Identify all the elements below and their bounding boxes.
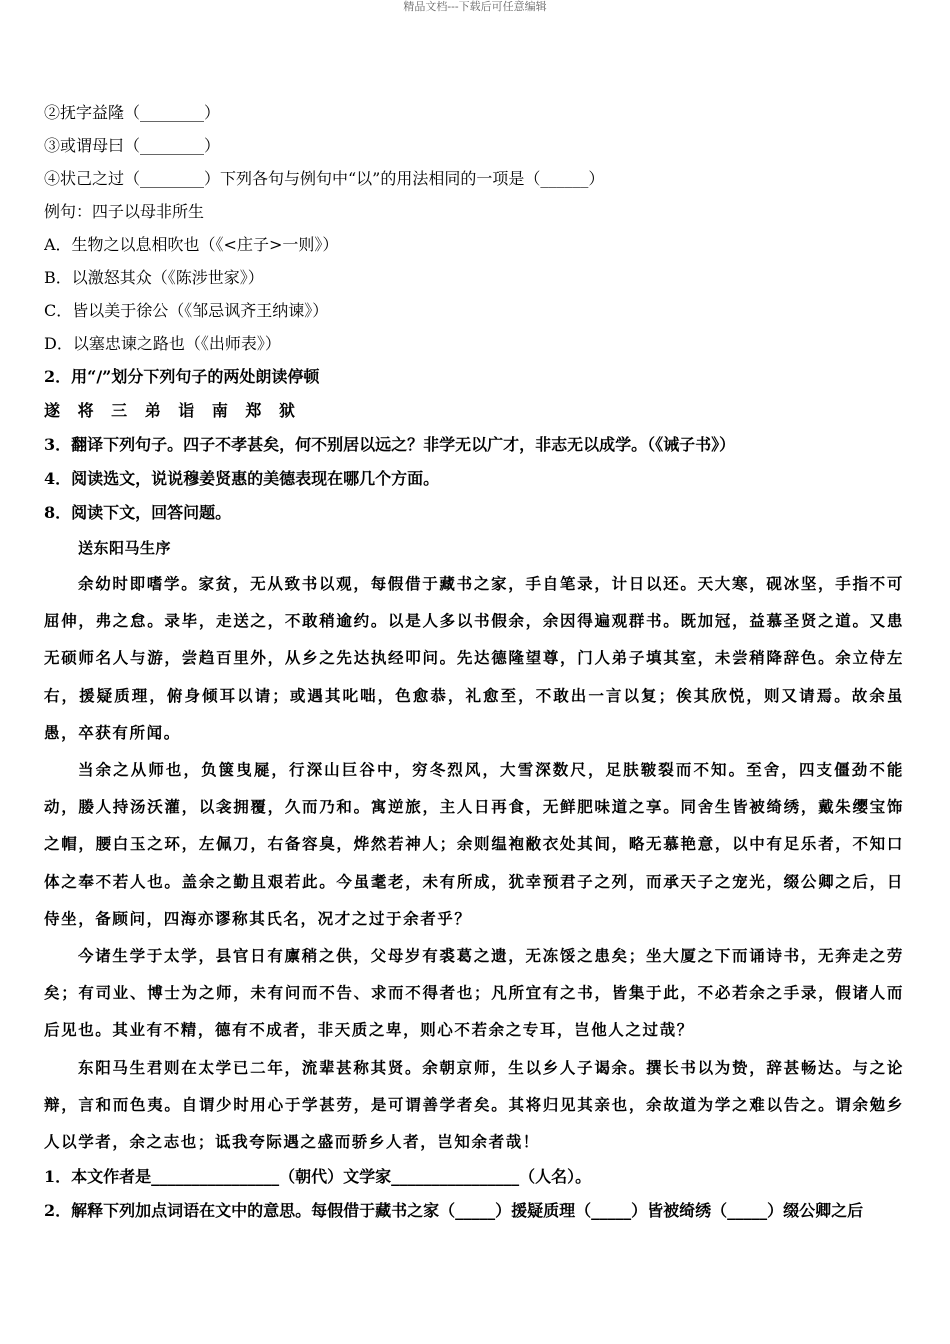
blank-item-2: ②抚字益隆（________） (44, 103, 221, 122)
page-header: 精品文档---下载后可任意编辑 (403, 0, 547, 13)
passage-paragraph-1: 余幼时即嗜学。家贫，无从致书以观，每假借于藏书之家，手自笔录，计日以还。天大寒，砚冰坚，手指不可屈伸，弗之怠。录毕，走送之，不敢稍逾约。以是人多以书假余，余因得遍观群书。既加冠，益慕圣贤之道。又患无硕师名人与游，尝趋百里外，从乡之先达执经叩问。先达德隆望尊，门人弟子填其室，未尝稍降辞色。余立侍左右，援疑质理，俯身倾耳以请；或遇其叱咄，色愈恭，礼愈至，不敢出一言以复；俟其欣悦，则又请焉。故余虽愚，卒获有所闻。 (44, 574, 904, 742)
document-body (44, 96, 904, 1228)
blank-item-3: ③或谓母曰（________） (44, 136, 221, 155)
blank-item-4: ④状己之过（________）下列各句与例句中“以”的用法相同的一项是（______） (44, 169, 605, 188)
passage-question-1: 1．本文作者是________________（朝代）文学家________________（人名）。 (44, 1167, 592, 1187)
option-c: C．皆以美于徐公（《邹忌讽齐王纳谏》） (44, 301, 329, 320)
option-a: A．生物之以息相吹也（《<庄子>一则》） (44, 235, 339, 254)
question-2: 2．用“/”划分下列句子的两处朗读停顿 (44, 367, 320, 386)
passage-paragraph-3: 今诸生学于太学，县官日有廪稍之供，父母岁有裘葛之遗，无冻馁之患矣；坐大厦之下而诵诗书，无奔走之劳矣；有司业、博士为之师，未有问而不告、求而不得者也；凡所宜有之书，皆集于此，不必若余之手录，假诸人而后见也。其业有不精，德有不成者，非天质之卑，则心不若余之专耳，岂他人之过哉？ (44, 946, 904, 1040)
option-b: B．以激怒其众（《陈涉世家》） (44, 268, 264, 287)
example-sentence: 例句：四子以母非所生 (44, 202, 205, 221)
passage-question-2: 2．解释下列加点词语在文中的意思。每假借于藏书之家（_____）援疑质理（_____）皆被绮绣（_____）缀公卿之后 (44, 1201, 864, 1221)
question-3: 3．翻译下列句子。四子不孝甚矣，何不别居以远之？非学无以广才，非志无以成学。（《诫子书》） (44, 435, 736, 454)
question-8: 8．阅读下文，回答问题。 (44, 503, 232, 522)
passage-paragraph-2: 当余之从师也，负箧曳屣，行深山巨谷中，穷冬烈风，大雪深数尺，足肤皲裂而不知。至舍，四支僵劲不能动，媵人持汤沃灌，以衾拥覆，久而乃和。寓逆旅，主人日再食，无鲜肥味道之享。同舍生皆被绮绣，戴朱缨宝饰之帽，腰白玉之环，左佩刀，右备容臭，烨然若神人；余则缊袍敝衣处其间，略无慕艳意，以中有足乐者，不知口体之奉不若人也。盖余之勤且艰若此。今虽耄老，未有所成，犹幸预君子之列，而承天子之宠光，缀公卿之后，日侍坐，备顾问，四海亦谬称其氏名，况才之过于余者乎？ (44, 760, 904, 928)
option-d: D．以塞忠谏之路也（《出师表》） (44, 334, 281, 353)
question-2-sentence: 遂 将 三 弟 诣 南 郑 狱 (44, 401, 301, 420)
passage-title: 送东阳马生序 (78, 539, 172, 557)
question-4: 4．阅读选文，说说穆姜贤惠的美德表现在哪几个方面。 (44, 469, 440, 488)
passage-paragraph-4: 东阳马生君则在太学已二年，流辈甚称其贤。余朝京师，生以乡人子谒余。撰长书以为贽，辞甚畅达。与之论辩，言和而色夷。自谓少时用心于学甚劳，是可谓善学者矣。其将归见其亲也，余故道为学之难以告之。谓余勉乡人以学者，余之志也；诋我夸际遇之盛而骄乡人者，岂知余者哉！ (44, 1057, 904, 1152)
